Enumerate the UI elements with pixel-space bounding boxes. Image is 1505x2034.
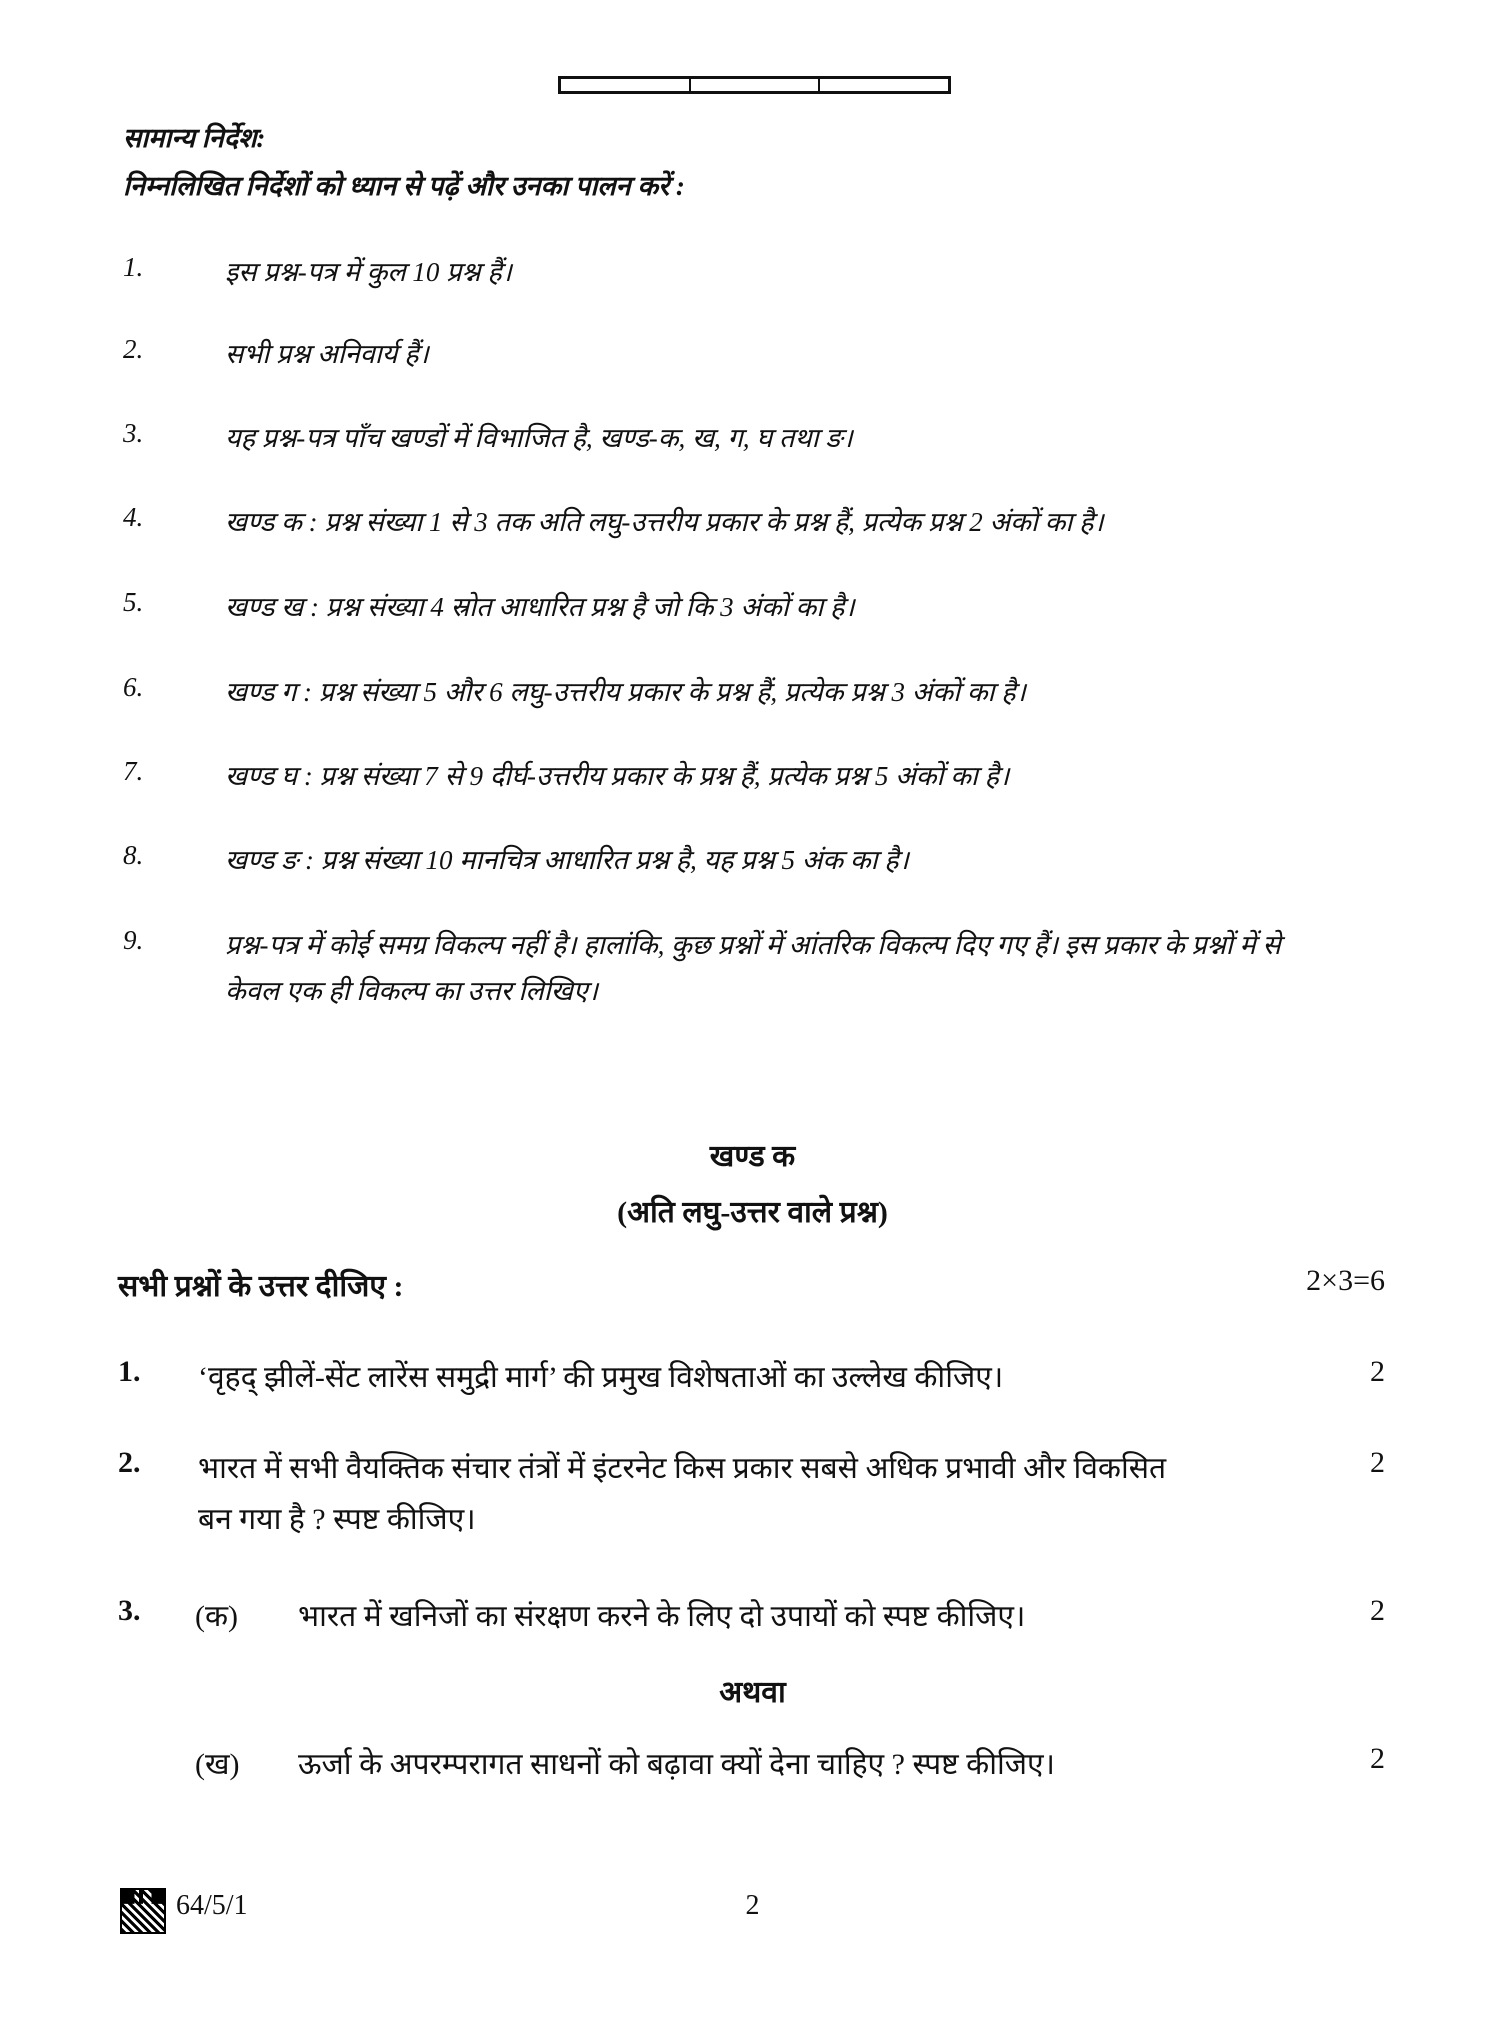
instruction-text-continued: केवल एक ही विकल्प का उत्तर लिखिए। <box>225 976 598 1006</box>
instruction-number: 7. <box>123 756 144 786</box>
instruction-text: खण्ड ग : प्रश्न संख्या 5 और 6 लघु-उत्तरीय प्रकार के प्रश्न हैं, प्रत्येक प्रश्न 3 अंकों का है। <box>225 677 1026 707</box>
question-number: 3. <box>118 1594 141 1627</box>
page-number: 2 <box>745 1890 760 1921</box>
section-title: खण्ड क <box>709 1140 796 1173</box>
question-text: भारत में सभी वैयक्तिक संचार तंत्रों में इंटरनेट किस प्रकार सबसे अधिक प्रभावी और विकसित <box>198 1452 1167 1485</box>
instruction-number: 5. <box>123 587 144 617</box>
question-text: ऊर्जा के अपरम्परागत साधनों को बढ़ावा क्यों देना चाहिए ? स्पष्ट कीजिए। <box>298 1748 1055 1781</box>
instruction-text: खण्ड घ : प्रश्न संख्या 7 से 9 दीर्घ-उत्तरीय प्रकार के प्रश्न हैं, प्रत्येक प्रश्न 5 अंकों का है। <box>225 761 1010 791</box>
instruction-text: खण्ड क : प्रश्न संख्या 1 से 3 तक अति लघु-उत्तरीय प्रकार के प्रश्न हैं, प्रत्येक प्रश्न 2 अंकों का है। <box>225 507 1104 537</box>
instruction-text: प्रश्न-पत्र में कोई समग्र विकल्प नहीं है। हालांकि, कुछ प्रश्नों में आंतरिक विकल्प दिए गए हैं। इस प्रकार के प्रश्नों में से <box>225 930 1281 960</box>
question-text-continued: बन गया है ? स्पष्ट कीजिए। <box>198 1503 476 1536</box>
instruction-number: 4. <box>123 502 144 532</box>
instruction-number: 6. <box>123 672 144 702</box>
instruction-text: यह प्रश्न-पत्र पाँच खण्डों में विभाजित है, खण्ड-क, ख, ग, घ तथा ङ। <box>225 423 853 453</box>
question-marks: 2 <box>1370 1446 1385 1479</box>
instruction-number: 2. <box>123 334 144 364</box>
general-instructions-heading: सामान्य निर्देश: <box>123 123 266 153</box>
question-text: ‘वृहद् झीलें-सेंट लारेंस समुद्री मार्ग’ की प्रमुख विशेषताओं का उल्लेख कीजिए। <box>198 1361 1004 1394</box>
section-total-marks: 2×3=6 <box>1306 1264 1385 1297</box>
section-instruction: सभी प्रश्नों के उत्तर दीजिए : <box>118 1270 404 1303</box>
question-number: 2. <box>118 1446 141 1479</box>
instruction-number: 3. <box>123 418 144 448</box>
question-marks: 2 <box>1370 1594 1385 1627</box>
instruction-number: 8. <box>123 840 144 870</box>
instruction-text: खण्ड ङ : प्रश्न संख्या 10 मानचित्र आधारित प्रश्न है, यह प्रश्न 5 अंक का है। <box>225 845 909 875</box>
instruction-number: 9. <box>123 925 144 955</box>
general-instructions-subheading: निम्नलिखित निर्देशों को ध्यान से पढ़ें और उनका पालन करें : <box>123 171 685 201</box>
question-marks: 2 <box>1370 1355 1385 1388</box>
instruction-text: इस प्रश्न-पत्र में कुल 10 प्रश्न हैं। <box>225 257 512 287</box>
paper-code: 64/5/1 <box>176 1890 248 1921</box>
instruction-number: 1. <box>123 252 144 282</box>
roll-number-box <box>558 76 951 94</box>
instruction-text: सभी प्रश्न अनिवार्य हैं। <box>225 339 429 369</box>
question-number: 1. <box>118 1355 141 1388</box>
section-subtitle: (अति लघु-उत्तर वाले प्रश्न) <box>617 1196 888 1229</box>
instruction-text: खण्ड ख : प्रश्न संख्या 4 स्रोत आधारित प्रश्न है जो कि 3 अंकों का है। <box>225 592 855 622</box>
question-marks: 2 <box>1370 1742 1385 1775</box>
question-sub-label: (क) <box>195 1600 239 1633</box>
question-sub-label: (ख) <box>195 1748 240 1781</box>
or-label: अथवा <box>719 1676 786 1709</box>
question-text: भारत में खनिजों का संरक्षण करने के लिए दो उपायों को स्पष्ट कीजिए। <box>298 1600 1026 1633</box>
